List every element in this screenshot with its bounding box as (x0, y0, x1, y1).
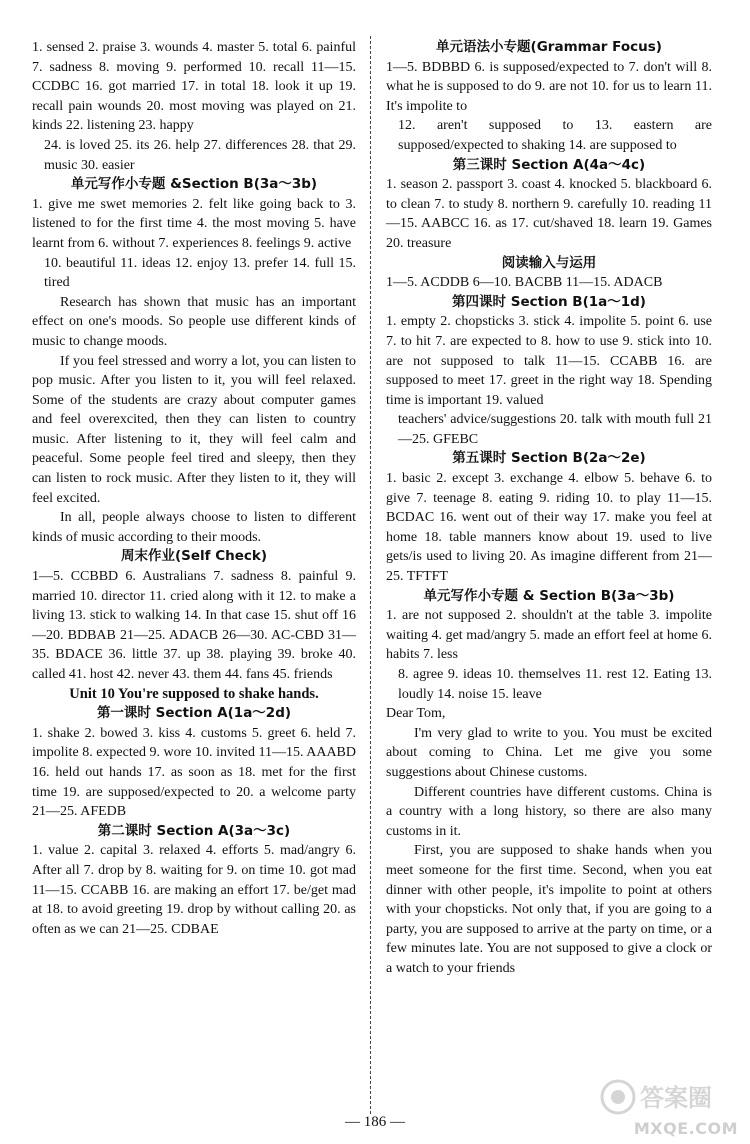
essay-paragraph: Research has shown that music has an important effect on one's moods. So people use different kinds of music to change moods. (32, 294, 356, 349)
answer-line: 1. season 2. passport 3. coast 4. knocked 5. blackboard 6. to clean 7. to study 8. northern 9. carefully 10. reading 11—15. AABCC 16. as 17. cut/shaved 18. learn 19. Games 20. treasure (386, 177, 712, 251)
section-heading: 第一课时 Section A(1a～2d) (96, 705, 292, 722)
section-heading: 单元写作小专题 &Section B(3a～3b) (70, 176, 318, 193)
unit-heading: Unit 10 You're supposed to shake hands. (69, 685, 319, 702)
answer-line: 1. basic 2. except 3. exchange 4. elbow 5. behave 6. to give 7. teenage 8. eating 9. riding 10. to play 11—15. BCDAC 16. went out of their way 17. make you feel at home 18. table manners know about 19. used to live gets/is used to living 20. As imagine different from 21—25. TFTFT (386, 471, 712, 585)
section-heading: 第三课时 Section A(4a～4c) (452, 156, 646, 173)
essay-paragraph: First, you are supposed to shake hands when you meet someone for the first time. Second, when you eat dinner with other people, it's impolite to point at others with your chopsticks. Not only that, if you are going to a party, you are supposed to arrive at the party on time, or a few minutes late. You are not supposed to give a clock or a watch to your friends (386, 843, 712, 976)
page-number: — 186 — (345, 1114, 405, 1130)
answer-line: 10. beautiful 11. ideas 12. enjoy 13. prefer 14. full 15. tired (44, 255, 356, 291)
section-heading: 阅读输入与运用 (501, 254, 597, 271)
essay-paragraph: I'm very glad to write to you. You must be excited about coming to China. Let me give you some suggestions about Chinese customs. (386, 725, 712, 780)
essay-paragraph: Different countries have different customs. China is a country with a long history, so there are also many customs in it. (386, 784, 712, 839)
watermark-logo-text: 答案圈 (640, 1084, 712, 1112)
answer-line: 1. shake 2. bowed 3. kiss 4. customs 5. greet 6. held 7. impolite 8. expected 9. wore 10. invited 11—15. AAABD 16. held out hands 17. as soon as 18. met for the first time 19. are supposed/expected to 20. a welcome party 21—25. AFEDB (32, 725, 356, 820)
left-column (32, 38, 356, 939)
section-heading: 周末作业(Self Check) (120, 548, 268, 565)
right-column (386, 38, 712, 979)
answer-line: 1—5. BDBBD 6. is supposed/expected to 7. don't will 8. what he is supposed to do 9. are not 10. for us to learn 11. It's impolite to (386, 59, 712, 114)
answer-line: 12. aren't supposed to 13. eastern are supposed/expected to shaking 14. are supposed to (398, 118, 712, 153)
answer-line: 1. give me swet memories 2. felt like going back to 3. listened to for the first time 4. the most moving 5. have learnt from 6. without 7. experiences 8. feelings 9. active (32, 196, 356, 251)
answer-line: 1. value 2. capital 3. relaxed 4. efforts 5. mad/angry 6. After all 7. drop by 8. waiting for 9. on time 10. got mad 11—15. CCABB 16. are making an effort 17. be/get mad at 18. to avoid greeting 19. drop by without calling 20. as often as we can 21—25. CDBAE (32, 843, 356, 937)
section-heading: 第五课时 Section B(2a～2e) (452, 450, 646, 467)
letter-salutation: Dear Tom, (386, 706, 446, 722)
answer-line: 24. is loved 25. its 26. help 27. differences 28. that 29. music 30. easier (44, 137, 356, 173)
answer-line: 1. are not supposed 2. shouldn't at the table 3. impolite waiting 4. get mad/angry 5. made an effort feel at home 6. habits 7. less (386, 608, 712, 663)
answer-line: teachers' advice/suggestions 20. talk with mouth full 21—25. GFEBC (398, 412, 712, 447)
section-heading: 单元写作小专题 & Section B(3a～3b) (423, 587, 675, 604)
essay-paragraph: In all, people always choose to listen to different kinds of music according to their moods. (32, 510, 356, 545)
section-heading: 第二课时 Section A(3a～3c) (97, 822, 291, 839)
answer-line: 1. sensed 2. praise 3. wounds 4. master 5. total 6. painful 7. sadness 8. moving 9. performed 10. recall 11—15. CCDBC 16. got married 17. in total 18. look it up 19. recall pain wounds 20. most moving was played on 21. kinds 22. listening 23. happy (32, 40, 356, 134)
answer-line: 1—5. ACDDB 6—10. BACBB 11—15. ADACB (386, 275, 663, 291)
answer-line: 8. agree 9. ideas 10. themselves 11. rest 12. Eating 13. loudly 14. noise 15. leave (398, 667, 712, 702)
column-divider (370, 36, 371, 1114)
answer-line: 1—5. CCBBD 6. Australians 7. sadness 8. painful 9. married 10. director 11. cried along with it 12. to make a living 13. stick to walking 14. In that case 15. shut off 16—20. BDBAB 21—25. ADACB 26—30. AC-CBD 31—35. BDACE 36. little 37. up 38. playing 39. broke 40. called 41. host 42. never 43. them 44. fans 45. friends (32, 569, 356, 682)
answer-line: 1. empty 2. chopsticks 3. stick 4. impolite 5. point 6. use 7. to hit 7. are expected to 8. how to use 9. stick into 10. are not supposed to talk 11—15. CCABB 16. are supposed to meet 17. greet in the right way 18. Spending time is important 19. valued (386, 314, 712, 408)
watermark-logo-icon (598, 1078, 736, 1116)
watermark (594, 1078, 744, 1140)
section-heading: 第四课时 Section B(1a～1d) (452, 293, 646, 310)
watermark-site: MXQE.COM (633, 1119, 738, 1138)
section-heading: 单元语法小专题(Grammar Focus) (436, 39, 662, 55)
essay-paragraph: If you feel stressed and worry a lot, you can listen to pop music. After you listen to it, you will feel relaxed. Some of the students are crazy about computer games and feel overexcited, then they can listen to country music. After listening to it, they will feel calm and peaceful. Some people feel tired and sleepy, then they can listen to rock music. After they listen to it, they will feel excited. (32, 353, 356, 506)
